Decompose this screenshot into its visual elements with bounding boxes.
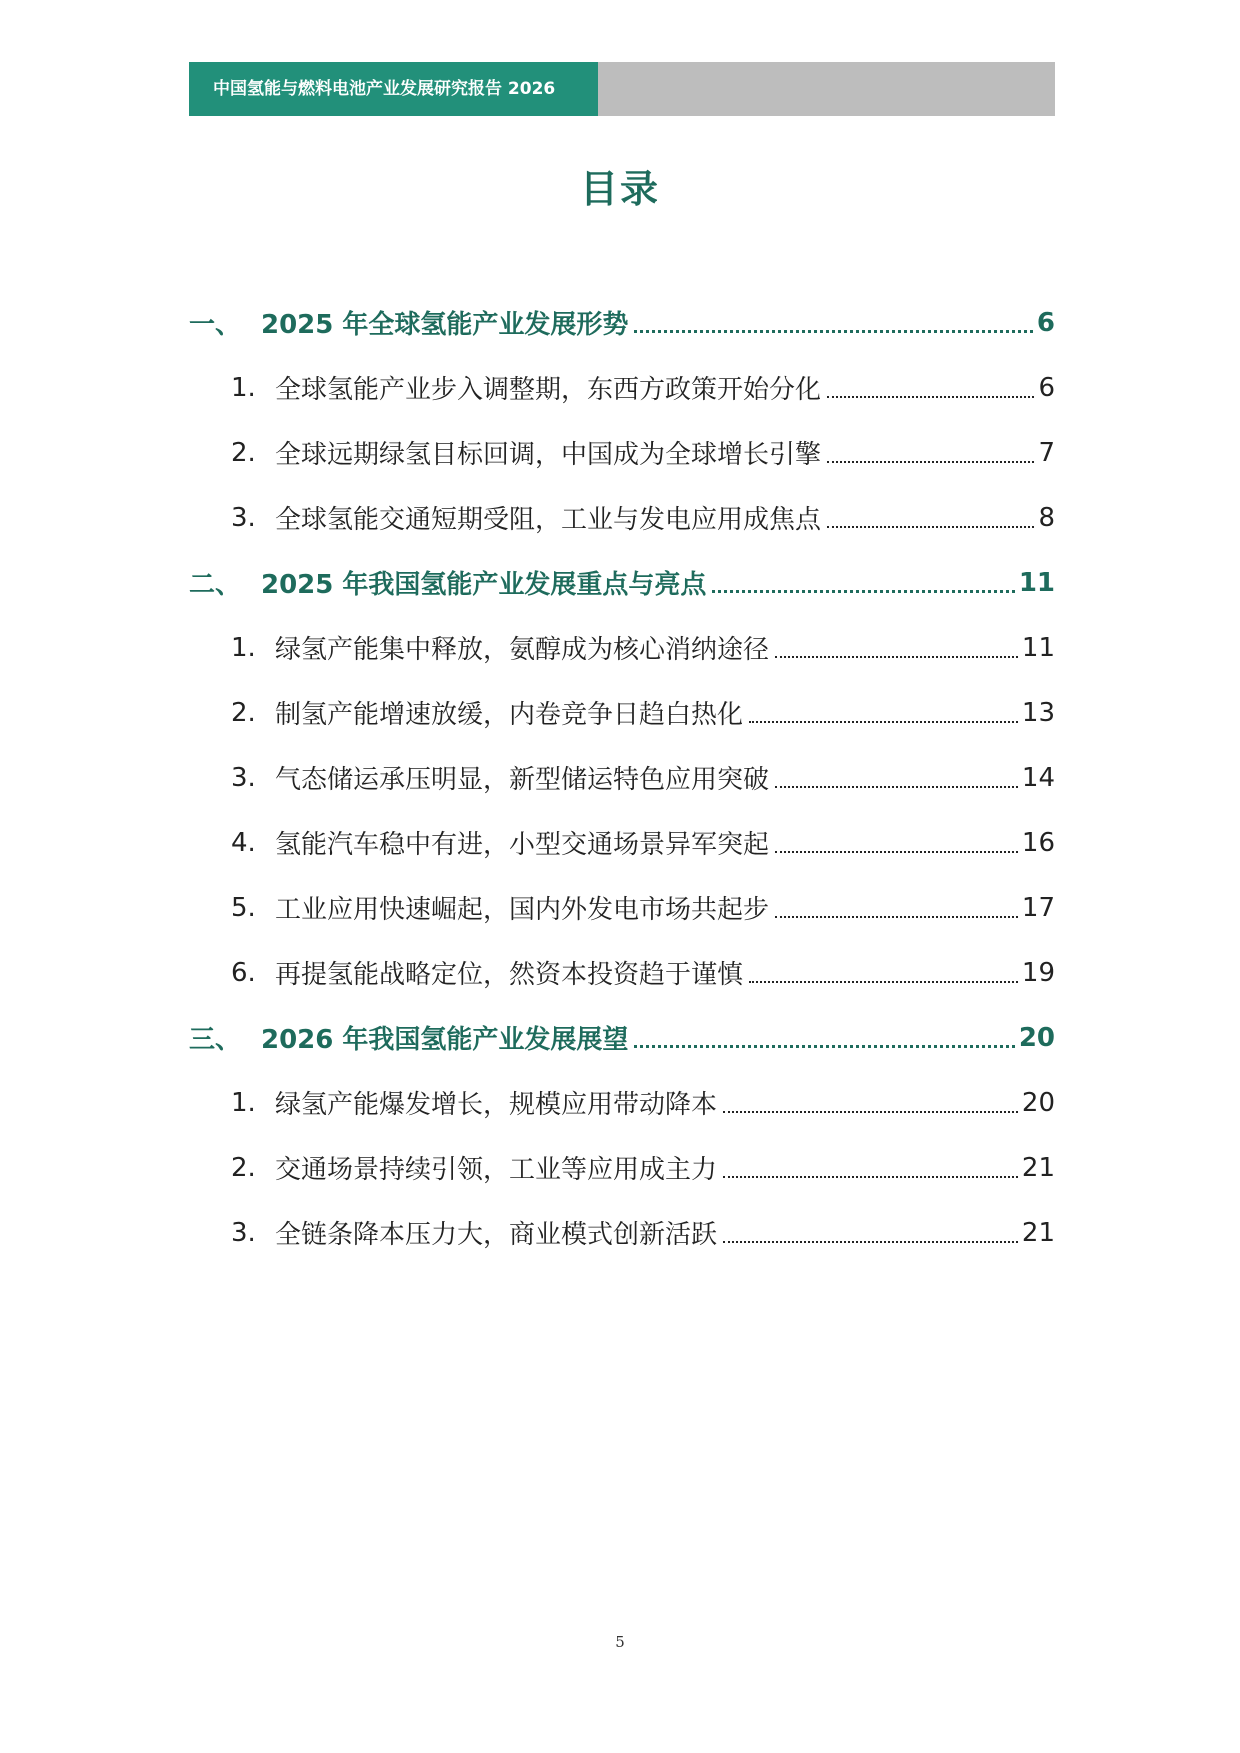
toc-section[interactable] [189, 1005, 1055, 1070]
toc-entry[interactable] [189, 485, 1055, 550]
toc-entry[interactable] [189, 615, 1055, 680]
toc-section[interactable] [189, 550, 1055, 615]
dot-leader [723, 1150, 1018, 1178]
toc-page-number: 13 [1021, 697, 1055, 728]
toc-entry-number: 4. [231, 827, 256, 858]
toc-page-number: 20 [1021, 1087, 1055, 1118]
toc-entry-label: 交通场景持续引领，工业等应用成主力 [275, 1155, 718, 1185]
page-number: 5 [615, 1633, 625, 1651]
toc-entry[interactable] [189, 420, 1055, 485]
toc-page-number: 17 [1021, 892, 1055, 923]
dot-leader [775, 890, 1018, 918]
toc-page-number: 21 [1021, 1217, 1055, 1248]
dot-leader [775, 760, 1018, 788]
toc-entry[interactable] [189, 745, 1055, 810]
dot-leader [827, 435, 1034, 463]
toc-entry-number: 2. [231, 697, 256, 728]
toc-entry[interactable] [189, 810, 1055, 875]
toc-entry[interactable] [189, 940, 1055, 1005]
toc-entry-number: 3. [231, 502, 256, 533]
toc-entry-label: 绿氢产能爆发增长，规模应用带动降本 [275, 1090, 718, 1120]
toc-section-label: 2026 年我国氢能产业发展展望 [261, 1025, 629, 1055]
toc-page-number: 11 [1021, 632, 1055, 663]
toc-section[interactable] [189, 290, 1055, 355]
toc-entry-number: 3. [231, 762, 256, 793]
toc-section-number: 二、 [189, 570, 242, 600]
toc-entry-label: 全球氢能产业步入调整期，东西方政策开始分化 [275, 375, 822, 405]
toc-entry-label: 全球远期绿氢目标回调，中国成为全球增长引擎 [275, 440, 822, 470]
toc-entry[interactable] [189, 680, 1055, 745]
toc-entry-label: 工业应用快速崛起，国内外发电市场共起步 [275, 895, 770, 925]
toc-entry-number: 1. [231, 632, 256, 663]
dot-leader [634, 1019, 1014, 1048]
dot-leader [723, 1215, 1018, 1243]
dot-leader [749, 955, 1018, 983]
toc-page-number: 19 [1021, 957, 1055, 988]
toc-entry-number: 2. [231, 1152, 256, 1183]
toc-entry-label: 绿氢产能集中释放，氨醇成为核心消纳途径 [275, 635, 770, 665]
toc-entry[interactable] [189, 355, 1055, 420]
toc-page-number: 6 [1038, 372, 1055, 403]
header-fill-bar [598, 62, 1055, 116]
toc-entry-label: 制氢产能增速放缓，内卷竞争日趋白热化 [275, 700, 744, 730]
toc-page-number: 7 [1038, 437, 1055, 468]
dot-leader [634, 304, 1032, 333]
toc-entry[interactable] [189, 1135, 1055, 1200]
toc-entry[interactable] [189, 1200, 1055, 1265]
toc-entry[interactable] [189, 875, 1055, 940]
toc-entry-number: 6. [231, 957, 256, 988]
dot-leader [723, 1085, 1018, 1113]
toc-entry-label: 再提氢能战略定位，然资本投资趋于谨慎 [275, 960, 744, 990]
toc-section-label: 2025 年我国氢能产业发展重点与亮点 [261, 570, 707, 600]
dot-leader [712, 564, 1014, 593]
dot-leader [827, 500, 1034, 528]
toc-page-number: 11 [1018, 567, 1055, 598]
toc-page-number: 20 [1018, 1022, 1055, 1053]
header-band [189, 62, 1055, 116]
toc-entry-label: 气态储运承压明显，新型储运特色应用突破 [275, 765, 770, 795]
toc-section-number: 三、 [189, 1025, 242, 1055]
toc-entry-label: 全链条降本压力大，商业模式创新活跃 [275, 1220, 718, 1250]
toc-page-number: 14 [1021, 762, 1055, 793]
dot-leader [775, 630, 1018, 658]
dot-leader [749, 695, 1018, 723]
toc-entry-label: 氢能汽车稳中有进，小型交通场景异军突起 [275, 830, 770, 860]
table-of-contents [189, 290, 1055, 1265]
toc-entry-number: 2. [231, 437, 256, 468]
toc-section-number: 一、 [189, 310, 242, 340]
toc-page-number: 6 [1036, 307, 1055, 338]
toc-entry-number: 5. [231, 892, 256, 923]
toc-entry-number: 1. [231, 372, 256, 403]
toc-page-number: 8 [1038, 502, 1055, 533]
toc-section-label: 2025 年全球氢能产业发展形势 [261, 310, 629, 340]
toc-entry-label: 全球氢能交通短期受阻，工业与发电应用成焦点 [275, 505, 822, 535]
report-title: 中国氢能与燃料电池产业发展研究报告 2026 [189, 62, 598, 116]
dot-leader [827, 370, 1034, 398]
toc-entry-number: 3. [231, 1217, 256, 1248]
toc-entry-number: 1. [231, 1087, 256, 1118]
toc-page-number: 21 [1021, 1152, 1055, 1183]
toc-heading: 目录 [579, 167, 660, 211]
toc-entry[interactable] [189, 1070, 1055, 1135]
dot-leader [775, 825, 1018, 853]
toc-page-number: 16 [1021, 827, 1055, 858]
